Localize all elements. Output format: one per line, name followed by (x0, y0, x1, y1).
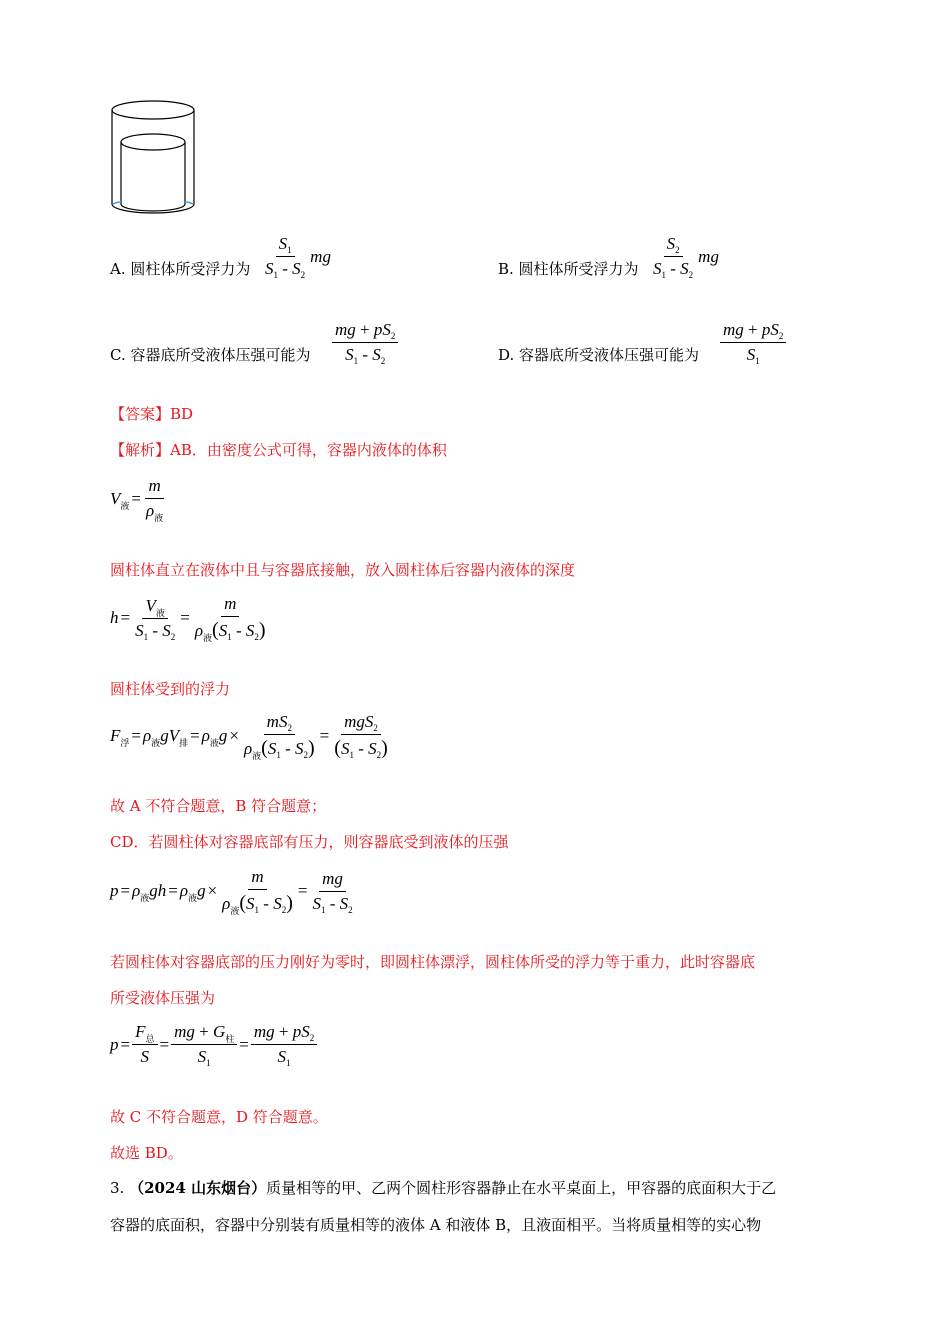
question-3-line1 (110, 1181, 776, 1196)
analysis-line2: 圆柱体直立在液体中且与容器底接触，放入圆柱体后容器内液体的深度 (110, 561, 576, 579)
question-3-number: 3. (110, 1179, 130, 1197)
option-a-formula: $\frac{S_1}{S_1 - S_2}$ mg (265, 234, 331, 280)
option-c-formula: $\frac{mg + pS_2}{S_1 - S_2}$ (332, 320, 400, 365)
analysis-line6b: 所受液体压强为 (110, 989, 216, 1007)
option-a-text: A. 圆柱体所受浮力为 (110, 260, 251, 278)
analysis-line6a: 若圆柱体对容器底部的压力刚好为零时，即圆柱体漂浮，圆柱体所受的浮力等于重力，此时容器底 (110, 953, 756, 971)
analysis-line5: CD．若圆柱体对容器底部有压力，则容器底受到液体的压强 (110, 833, 509, 851)
analysis-line3: 圆柱体受到的浮力 (110, 680, 231, 698)
option-b (498, 262, 639, 277)
question-3-source: （2024 山东烟台） (129, 1179, 267, 1197)
option-d (498, 348, 699, 363)
container-cylinder-diagram (108, 98, 198, 220)
formula-depth: h = $\frac{V_液}{S_1 - S_2}$ = $\frac{m}{\rho_液(S_1 - S_2)}$ (110, 594, 266, 643)
analysis-line7: 故 C 不符合题意，D 符合题意。 (110, 1108, 328, 1126)
formula-volume: $V_液$ = $\frac{m}{\rho_液}$ (110, 476, 164, 523)
analysis-line8: 故选 BD。 (110, 1144, 183, 1162)
analysis-line4: 故 A 不符合题意，B 符合题意； (110, 797, 327, 815)
option-d-formula: $\frac{mg + pS_2}{S_1}$ (720, 320, 788, 365)
formula-pressure: p = $\rho_液gh$ = $\rho_液g$ × $\frac{m}{\rho_液(S_1 - S_2)}$ = $\frac{mg}{S_1 - S_2}$ (110, 867, 353, 916)
option-a (110, 262, 250, 277)
analysis-intro (110, 443, 447, 458)
option-d-text: D. 容器底所受液体压强可能为 (498, 346, 700, 364)
analysis-intro-text: AB．由密度公式可得，容器内液体的体积 (170, 441, 447, 459)
analysis-label: 【解析】 (110, 441, 171, 459)
option-b-formula: $\frac{S_2}{S_1 - S_2}$ mg (653, 234, 719, 280)
formula-buoyancy: $F_浮$ = $\rho_液gV_排$ = $\rho_液g$ × $\frac{mS_2}{\rho_液(S_1 - S_2)}$ = $\frac{mgS_2}{(S_1 - S_2)}$ (110, 712, 388, 761)
formula-pressure-floating: p = $\frac{F_总}{S}$ = $\frac{mg + G_柱}{S_1}$ = $\frac{mg + pS_2}{S_1}$ (110, 1022, 319, 1067)
option-c (110, 348, 310, 363)
question-3-line2: 容器的底面积，容器中分别装有质量相等的液体 A 和液体 B，且液面相平。当将质量相等的实心物 (110, 1216, 762, 1234)
option-c-text: C. 容器底所受液体压强可能为 (110, 346, 311, 364)
answer-line: 【答案】BD (110, 405, 194, 423)
question-3-text1: 质量相等的甲、乙两个圆柱形容器静止在水平桌面上，甲容器的底面积大于乙 (266, 1179, 777, 1197)
option-b-text: B. 圆柱体所受浮力为 (498, 260, 639, 278)
